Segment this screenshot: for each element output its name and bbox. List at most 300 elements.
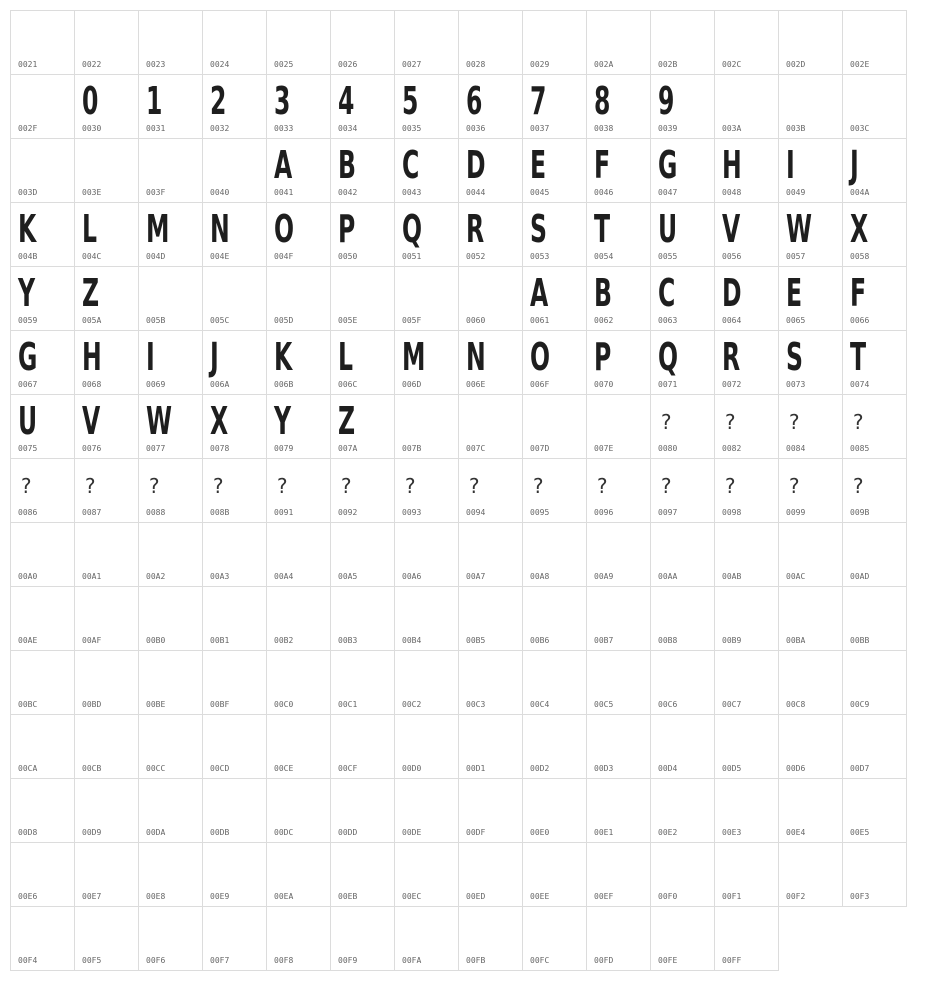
codepoint-label: 00E2 <box>658 828 678 837</box>
codepoint-label: 00A4 <box>274 572 294 581</box>
glyph-cell <box>10 330 75 395</box>
glyph-cell <box>778 522 843 587</box>
codepoint-label: 00C0 <box>274 700 294 709</box>
codepoint-label: 0070 <box>594 380 614 389</box>
codepoint-label: 0030 <box>82 124 102 133</box>
glyph-cell <box>10 10 75 75</box>
glyph-char: F <box>850 271 867 315</box>
codepoint-label: 00F5 <box>82 956 102 965</box>
glyph-cell <box>842 330 907 395</box>
glyph-char: G <box>658 143 678 187</box>
codepoint-label: 00C7 <box>722 700 742 709</box>
glyph-cell <box>74 10 139 75</box>
glyph-char: A <box>530 271 549 315</box>
glyph-cell <box>10 202 75 267</box>
codepoint-label: 0047 <box>658 188 678 197</box>
glyph-cell <box>842 522 907 587</box>
glyph-cell <box>650 330 715 395</box>
glyph-char: Y <box>18 271 36 315</box>
glyph-cell <box>394 650 459 715</box>
glyph-cell <box>10 138 75 203</box>
codepoint-label: 00A3 <box>210 572 230 581</box>
glyph-cell <box>778 138 843 203</box>
codepoint-label: 00E7 <box>82 892 102 901</box>
glyph-cell <box>202 842 267 907</box>
glyph-cell <box>714 10 779 75</box>
codepoint-label: 0082 <box>722 444 742 453</box>
codepoint-label: 00AC <box>786 572 806 581</box>
missing-glyph: ? <box>788 474 801 498</box>
codepoint-label: 0035 <box>402 124 422 133</box>
codepoint-label: 00F8 <box>274 956 294 965</box>
glyph-cell <box>458 138 523 203</box>
codepoint-label: 002C <box>722 60 742 69</box>
codepoint-label: 0084 <box>786 444 806 453</box>
glyph-char: J <box>850 143 859 187</box>
glyph-cell <box>202 522 267 587</box>
glyph-char: 1 <box>146 79 163 123</box>
glyph-cell <box>842 138 907 203</box>
glyph-cell <box>714 650 779 715</box>
glyph-char: X <box>210 399 229 443</box>
codepoint-label: 0036 <box>466 124 486 133</box>
glyph-cell <box>842 266 907 331</box>
codepoint-label: 0034 <box>338 124 358 133</box>
glyph-cell <box>266 74 331 139</box>
glyph-cell <box>266 394 331 459</box>
codepoint-label: 0087 <box>82 508 102 517</box>
missing-glyph: ? <box>340 474 353 498</box>
codepoint-label: 0037 <box>530 124 550 133</box>
codepoint-label: 00EC <box>402 892 422 901</box>
glyph-cell <box>522 266 587 331</box>
glyph-char: R <box>722 335 741 379</box>
codepoint-label: 0052 <box>466 252 486 261</box>
codepoint-label: 0061 <box>530 316 550 325</box>
glyph-cell <box>458 778 523 843</box>
codepoint-label: 00B2 <box>274 636 294 645</box>
codepoint-label: 0027 <box>402 60 422 69</box>
codepoint-label: 0050 <box>338 252 358 261</box>
glyph-cell <box>650 458 715 523</box>
codepoint-label: 0044 <box>466 188 486 197</box>
codepoint-label: 0048 <box>722 188 742 197</box>
codepoint-label: 002A <box>594 60 614 69</box>
glyph-cell <box>138 202 203 267</box>
glyph-cell <box>394 906 459 971</box>
glyph-char: R <box>466 207 485 251</box>
glyph-char: E <box>530 143 547 187</box>
codepoint-label: 0042 <box>338 188 358 197</box>
glyph-char: 2 <box>210 79 227 123</box>
glyph-cell <box>650 266 715 331</box>
codepoint-label: 00FE <box>658 956 678 965</box>
glyph-cell <box>586 202 651 267</box>
glyph-cell <box>522 650 587 715</box>
codepoint-label: 00EA <box>274 892 294 901</box>
glyph-cell <box>394 586 459 651</box>
glyph-cell <box>778 202 843 267</box>
codepoint-label: 0043 <box>402 188 422 197</box>
glyph-cell <box>330 394 395 459</box>
glyph-cell <box>522 74 587 139</box>
codepoint-label: 0045 <box>530 188 550 197</box>
glyph-cell <box>778 74 843 139</box>
codepoint-label: 00CD <box>210 764 230 773</box>
glyph-cell <box>74 778 139 843</box>
glyph-char: C <box>658 271 676 315</box>
codepoint-label: 00BD <box>82 700 102 709</box>
codepoint-label: 00C8 <box>786 700 806 709</box>
codepoint-label: 0072 <box>722 380 742 389</box>
glyph-cell <box>522 330 587 395</box>
codepoint-label: 003A <box>722 124 742 133</box>
codepoint-label: 00D0 <box>402 764 422 773</box>
glyph-cell <box>458 74 523 139</box>
codepoint-label: 0021 <box>18 60 38 69</box>
codepoint-label: 00E3 <box>722 828 742 837</box>
glyph-cell <box>202 202 267 267</box>
glyph-cell <box>458 330 523 395</box>
glyph-cell <box>330 458 395 523</box>
glyph-char: 8 <box>594 79 611 123</box>
glyph-char: 5 <box>402 79 419 123</box>
codepoint-label: 00A7 <box>466 572 486 581</box>
codepoint-label: 0022 <box>82 60 102 69</box>
glyph-cell <box>138 586 203 651</box>
glyph-char: C <box>402 143 420 187</box>
glyph-cell <box>586 394 651 459</box>
glyph-cell <box>138 394 203 459</box>
glyph-cell <box>778 714 843 779</box>
glyph-cell <box>202 266 267 331</box>
glyph-cell <box>714 458 779 523</box>
glyph-char: L <box>338 335 354 379</box>
glyph-cell <box>394 330 459 395</box>
glyph-cell <box>10 714 75 779</box>
codepoint-label: 0094 <box>466 508 486 517</box>
glyph-char: O <box>530 335 551 379</box>
codepoint-label: 00B0 <box>146 636 166 645</box>
missing-glyph: ? <box>404 474 417 498</box>
codepoint-label: 00B8 <box>658 636 678 645</box>
glyph-char: U <box>658 207 678 251</box>
codepoint-label: 00AA <box>658 572 678 581</box>
codepoint-label: 00EB <box>338 892 358 901</box>
glyph-cell <box>394 10 459 75</box>
glyph-cell <box>522 714 587 779</box>
codepoint-label: 00E9 <box>210 892 230 901</box>
codepoint-label: 00BA <box>786 636 806 645</box>
glyph-cell <box>330 842 395 907</box>
codepoint-label: 00AB <box>722 572 742 581</box>
glyph-cell <box>266 522 331 587</box>
codepoint-label: 00FD <box>594 956 614 965</box>
glyph-cell <box>522 842 587 907</box>
glyph-char: Y <box>274 399 292 443</box>
codepoint-label: 0080 <box>658 444 678 453</box>
missing-glyph: ? <box>852 474 865 498</box>
glyph-char: N <box>210 207 230 251</box>
glyph-cell <box>74 138 139 203</box>
codepoint-label: 00F3 <box>850 892 870 901</box>
codepoint-label: 00CA <box>18 764 38 773</box>
glyph-cell <box>650 650 715 715</box>
glyph-cell <box>458 458 523 523</box>
codepoint-label: 0071 <box>658 380 678 389</box>
codepoint-label: 0024 <box>210 60 230 69</box>
codepoint-label: 0039 <box>658 124 678 133</box>
glyph-cell <box>586 330 651 395</box>
codepoint-label: 00CE <box>274 764 294 773</box>
glyph-cell <box>202 714 267 779</box>
glyph-char: K <box>274 335 293 379</box>
glyph-cell <box>266 714 331 779</box>
glyph-cell <box>394 778 459 843</box>
codepoint-label: 006F <box>530 380 550 389</box>
codepoint-label: 00DA <box>146 828 166 837</box>
glyph-cell <box>714 778 779 843</box>
glyph-cell <box>202 586 267 651</box>
codepoint-label: 00B7 <box>594 636 614 645</box>
missing-glyph: ? <box>596 474 609 498</box>
glyph-cell <box>842 586 907 651</box>
codepoint-label: 0069 <box>146 380 166 389</box>
codepoint-label: 0033 <box>274 124 294 133</box>
glyph-cell <box>586 138 651 203</box>
glyph-char: G <box>18 335 38 379</box>
glyph-cell <box>650 138 715 203</box>
glyph-cell <box>266 650 331 715</box>
glyph-char: I <box>786 143 795 187</box>
glyph-cell <box>458 906 523 971</box>
glyph-cell <box>74 650 139 715</box>
missing-glyph: ? <box>532 474 545 498</box>
glyph-cell <box>202 394 267 459</box>
glyph-char: O <box>274 207 295 251</box>
codepoint-label: 00E0 <box>530 828 550 837</box>
glyph-char: Z <box>338 399 356 443</box>
glyph-cell <box>394 266 459 331</box>
glyph-cell <box>714 74 779 139</box>
codepoint-label: 0077 <box>146 444 166 453</box>
glyph-cell <box>10 458 75 523</box>
codepoint-label: 005A <box>82 316 102 325</box>
glyph-cell <box>458 586 523 651</box>
glyph-cell <box>394 394 459 459</box>
codepoint-label: 00AD <box>850 572 870 581</box>
glyph-cell <box>778 586 843 651</box>
codepoint-label: 00F4 <box>18 956 38 965</box>
glyph-cell <box>586 522 651 587</box>
codepoint-label: 0065 <box>786 316 806 325</box>
codepoint-label: 006D <box>402 380 422 389</box>
glyph-cell <box>586 906 651 971</box>
codepoint-label: 0092 <box>338 508 358 517</box>
codepoint-label: 00D2 <box>530 764 550 773</box>
codepoint-label: 00FB <box>466 956 486 965</box>
glyph-cell <box>650 522 715 587</box>
codepoint-label: 00B4 <box>402 636 422 645</box>
glyph-cell <box>586 74 651 139</box>
codepoint-label: 00C6 <box>658 700 678 709</box>
codepoint-label: 00BF <box>210 700 230 709</box>
codepoint-label: 005C <box>210 316 230 325</box>
glyph-cell <box>330 522 395 587</box>
glyph-char: B <box>338 143 356 187</box>
codepoint-label: 00C1 <box>338 700 358 709</box>
codepoint-label: 006B <box>274 380 294 389</box>
glyph-grid <box>10 10 920 970</box>
glyph-char: D <box>722 271 742 315</box>
glyph-char: V <box>722 207 741 251</box>
codepoint-label: 00D4 <box>658 764 678 773</box>
glyph-cell <box>202 330 267 395</box>
glyph-cell <box>202 10 267 75</box>
codepoint-label: 00A2 <box>146 572 166 581</box>
glyph-cell <box>650 74 715 139</box>
glyph-cell <box>266 906 331 971</box>
codepoint-label: 006C <box>338 380 358 389</box>
glyph-char: V <box>82 399 101 443</box>
missing-glyph: ? <box>468 474 481 498</box>
glyph-char: N <box>466 335 486 379</box>
codepoint-label: 0068 <box>82 380 102 389</box>
codepoint-label: 006A <box>210 380 230 389</box>
glyph-cell <box>10 586 75 651</box>
codepoint-label: 00EF <box>594 892 614 901</box>
codepoint-label: 0063 <box>658 316 678 325</box>
glyph-cell <box>458 842 523 907</box>
codepoint-label: 00D9 <box>82 828 102 837</box>
glyph-cell <box>266 778 331 843</box>
glyph-cell <box>330 714 395 779</box>
codepoint-label: 00E8 <box>146 892 166 901</box>
glyph-char: T <box>850 335 867 379</box>
glyph-char: 0 <box>82 79 99 123</box>
codepoint-label: 00B3 <box>338 636 358 645</box>
codepoint-label: 00DD <box>338 828 358 837</box>
glyph-cell <box>458 714 523 779</box>
glyph-char: H <box>722 143 742 187</box>
codepoint-label: 0041 <box>274 188 294 197</box>
glyph-cell <box>586 586 651 651</box>
codepoint-label: 0076 <box>82 444 102 453</box>
glyph-cell <box>714 330 779 395</box>
glyph-cell <box>266 586 331 651</box>
codepoint-label: 0091 <box>274 508 294 517</box>
glyph-cell <box>138 330 203 395</box>
codepoint-label: 00C3 <box>466 700 486 709</box>
glyph-cell <box>458 650 523 715</box>
codepoint-label: 0098 <box>722 508 742 517</box>
codepoint-label: 00B5 <box>466 636 486 645</box>
codepoint-label: 00BE <box>146 700 166 709</box>
glyph-cell <box>778 778 843 843</box>
glyph-cell <box>74 266 139 331</box>
codepoint-label: 00F6 <box>146 956 166 965</box>
glyph-cell <box>650 586 715 651</box>
glyph-cell <box>650 906 715 971</box>
codepoint-label: 00D1 <box>466 764 486 773</box>
codepoint-label: 00FC <box>530 956 550 965</box>
glyph-cell <box>714 906 779 971</box>
codepoint-label: 0066 <box>850 316 870 325</box>
glyph-char: T <box>594 207 611 251</box>
glyph-cell <box>330 330 395 395</box>
codepoint-label: 002D <box>786 60 806 69</box>
codepoint-label: 00F1 <box>722 892 742 901</box>
glyph-cell <box>138 650 203 715</box>
codepoint-label: 0056 <box>722 252 742 261</box>
codepoint-label: 0054 <box>594 252 614 261</box>
codepoint-label: 00CF <box>338 764 358 773</box>
codepoint-label: 00F0 <box>658 892 678 901</box>
glyph-cell <box>586 842 651 907</box>
glyph-cell <box>522 522 587 587</box>
codepoint-label: 0095 <box>530 508 550 517</box>
codepoint-label: 00A1 <box>82 572 102 581</box>
glyph-cell <box>74 714 139 779</box>
glyph-cell <box>842 778 907 843</box>
glyph-char: 9 <box>658 79 675 123</box>
glyph-char: Q <box>658 335 679 379</box>
glyph-cell <box>138 458 203 523</box>
glyph-cell <box>714 714 779 779</box>
glyph-cell <box>266 458 331 523</box>
glyph-cell <box>266 10 331 75</box>
codepoint-label: 00C4 <box>530 700 550 709</box>
missing-glyph: ? <box>852 410 865 434</box>
missing-glyph: ? <box>276 474 289 498</box>
codepoint-label: 00ED <box>466 892 486 901</box>
codepoint-label: 0028 <box>466 60 486 69</box>
glyph-cell <box>330 586 395 651</box>
glyph-cell <box>330 10 395 75</box>
missing-glyph: ? <box>724 410 737 434</box>
codepoint-label: 00C9 <box>850 700 870 709</box>
codepoint-label: 00A6 <box>402 572 422 581</box>
glyph-cell <box>842 10 907 75</box>
codepoint-label: 008B <box>210 508 230 517</box>
codepoint-label: 0096 <box>594 508 614 517</box>
glyph-char: D <box>466 143 486 187</box>
codepoint-label: 003E <box>82 188 102 197</box>
codepoint-label: 0086 <box>18 508 38 517</box>
glyph-cell <box>138 714 203 779</box>
codepoint-label: 0088 <box>146 508 166 517</box>
codepoint-label: 003B <box>786 124 806 133</box>
glyph-char: A <box>274 143 293 187</box>
codepoint-label: 003C <box>850 124 870 133</box>
codepoint-label: 004F <box>274 252 294 261</box>
glyph-cell <box>10 842 75 907</box>
glyph-cell <box>394 202 459 267</box>
codepoint-label: 00B6 <box>530 636 550 645</box>
codepoint-label: 0053 <box>530 252 550 261</box>
codepoint-label: 005E <box>338 316 358 325</box>
glyph-cell <box>522 202 587 267</box>
missing-glyph: ? <box>724 474 737 498</box>
codepoint-label: 0078 <box>210 444 230 453</box>
codepoint-label: 0025 <box>274 60 294 69</box>
glyph-char: F <box>594 143 611 187</box>
glyph-cell <box>650 714 715 779</box>
glyph-cell <box>138 74 203 139</box>
glyph-cell <box>650 10 715 75</box>
glyph-cell <box>10 906 75 971</box>
codepoint-label: 0031 <box>146 124 166 133</box>
